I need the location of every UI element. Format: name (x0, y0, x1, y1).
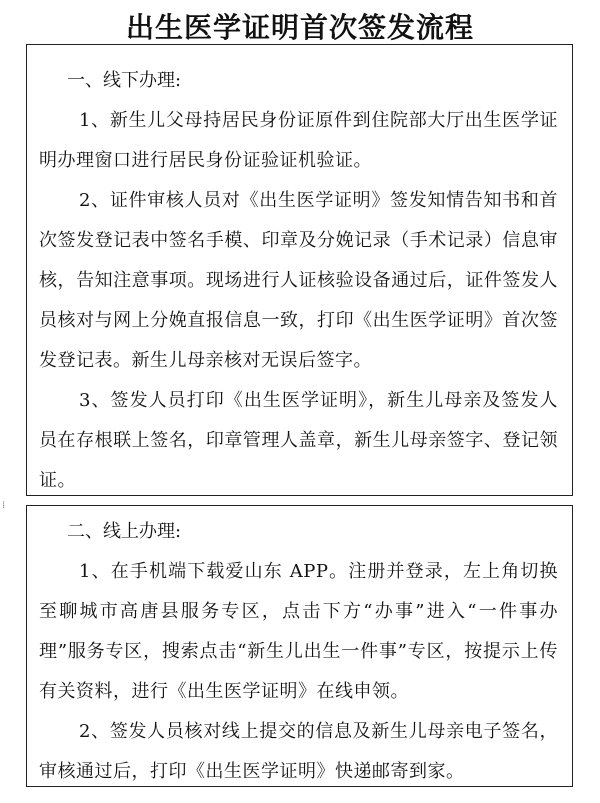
section-online (26, 505, 573, 787)
document-title: 出生医学证明首次签发流程 (125, 11, 474, 44)
section-heading: 一、线下办理: (67, 70, 182, 91)
step-item: 2、签发人员核对线上提交的信息及新生儿母亲电子签名，审核通过后，打印《出生医学证明》快递邮寄到家。 (39, 721, 558, 782)
section-offline (26, 44, 573, 496)
step-item: 1、新生儿父母持居民身份证原件到住院部大厅出生医学证明办理窗口进行居民身份证验证机验证。 (39, 110, 558, 171)
step-item: 2、证件审核人员对《出生医学证明》签发知情告知书和首次签发登记表中签名手模、印章及分娩记录（手术记录）信息审核，告知注意事项。现场进行人证核验设备通过后，证件签发人员核对与网上分娩直报信息一致，打印《出生医学证明》首次签发登记表。新生儿母亲核对无误后签字。 (39, 190, 558, 371)
section-heading: 二、线上办理: (67, 521, 182, 542)
step-item: 3、签发人员打印《出生医学证明》，新生儿母亲及签发人员在存根联上签名，印章管理人盖章，新生儿母亲签字、登记领证。 (39, 390, 558, 491)
drag-handle-icon: ⁞ (2, 500, 6, 511)
step-item: 1、在手机端下载爱山东 APP。注册并登录，左上角切换至聊城市高唐县服务专区，点击下方“办事”进入“一件事办理”服务专区，搜索点击“新生儿出生一件事”专区，按提示上传有关资料，进行《出生医学证明》在线申领。 (39, 561, 558, 702)
